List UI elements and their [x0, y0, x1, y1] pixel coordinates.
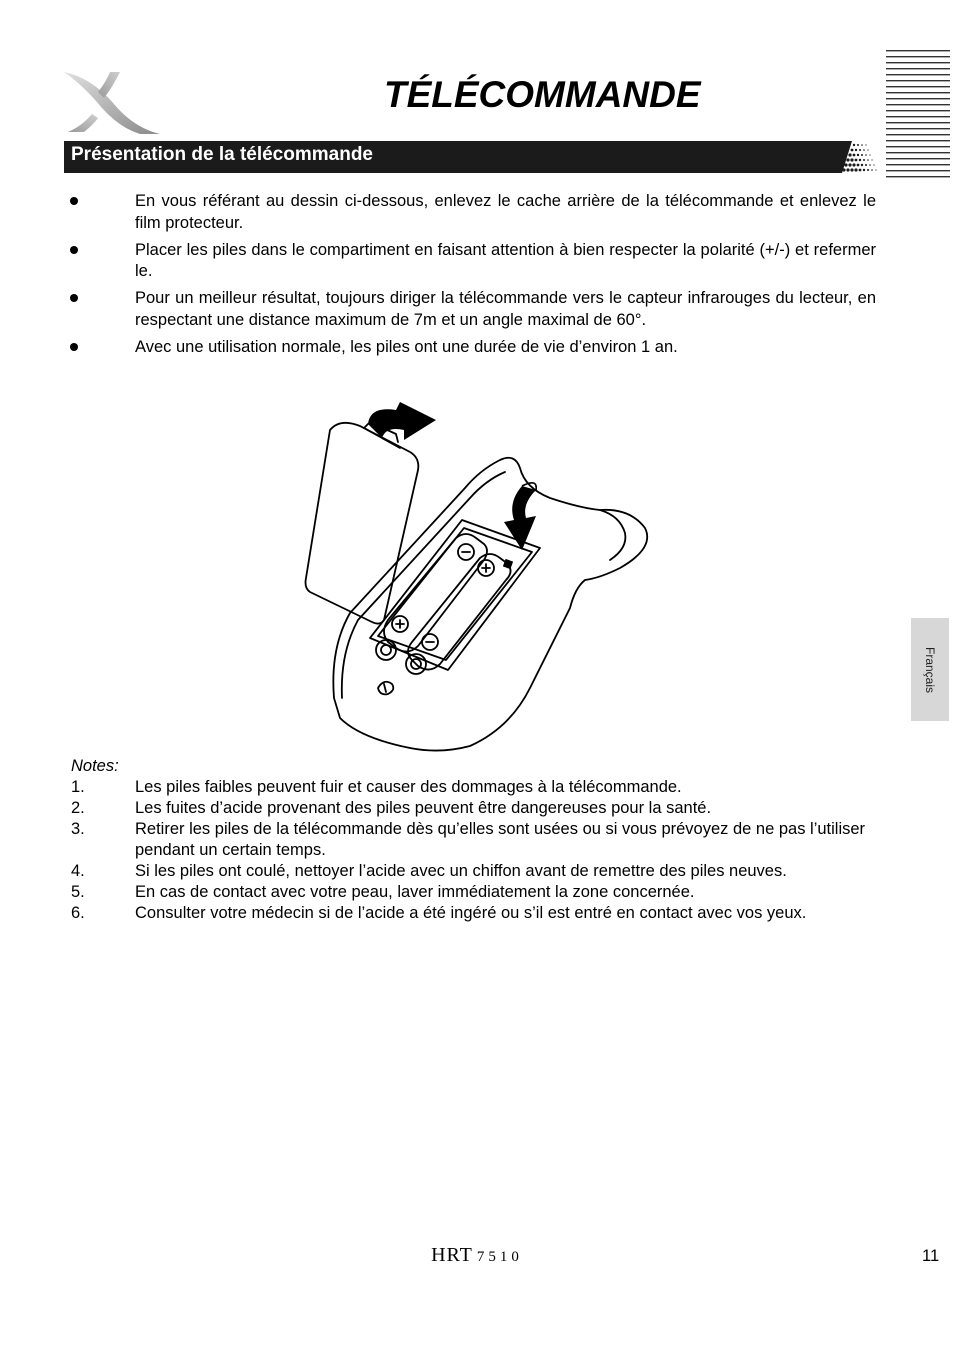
bullet-icon: [70, 343, 78, 351]
stripes-decoration-icon: [886, 50, 950, 178]
section-header: [64, 141, 882, 173]
bullet-icon: [70, 246, 78, 254]
list-item: 3. Retirer les piles de la télécommande dès qu’elles sont usées ou si vous prévoyez de ne pas l’utiliser pendant un certain temps.: [71, 820, 866, 859]
bullet-icon: [70, 197, 78, 205]
footer-model-name: HRT 7510: [431, 1244, 523, 1266]
list-item: 2. Les fuites d’acide provenant des piles peuvent être dangereuses pour la santé.: [71, 799, 712, 817]
bullet-icon: [70, 294, 78, 302]
list-item: 1. Les piles faibles peuvent fuir et causer des dommages à la télécommande.: [71, 778, 682, 796]
language-tab: [911, 618, 949, 721]
list-item: En vous référant au dessin ci-dessous, enlevez le cache arrière de la télécommande et enlevez le film protecteur.: [64, 191, 876, 234]
instruction-list: [64, 191, 876, 364]
page-title: TÉLÉCOMMANDE: [384, 74, 701, 115]
list-item: 6. Consulter votre médecin si de l’acide a été ingéré ou s’il est entré en contact avec vos yeux.: [71, 904, 807, 922]
list-item: 4. Si les piles ont coulé, nettoyer l’acide avec un chiffon avant de remettre des piles neuves.: [71, 862, 787, 880]
list-item: Placer les piles dans le compartiment en faisant attention à bien respecter la polarité (+/-) et refermer le.: [64, 240, 876, 283]
list-item: Pour un meilleur résultat, toujours diriger la télécommande vers le capteur infrarouges du lecteur, en respectant une distance maximum de 7m et un angle maximal de 60°.: [64, 288, 876, 331]
notes-heading: Notes:: [71, 757, 119, 775]
list-item: Avec une utilisation normale, les piles ont une durée de vie d’environ 1 an.: [64, 337, 876, 359]
dot-pattern-icon: [842, 141, 882, 173]
page-number: 11: [922, 1247, 940, 1265]
language-tab-label: Français: [923, 646, 937, 693]
notes-list: [71, 777, 876, 924]
remote-battery-installation-illustration: [300, 398, 652, 754]
list-item: 5. En cas de contact avec votre peau, laver immédiatement la zone concernée.: [71, 883, 695, 901]
section-title: Présentation de la télécommande: [71, 144, 373, 165]
